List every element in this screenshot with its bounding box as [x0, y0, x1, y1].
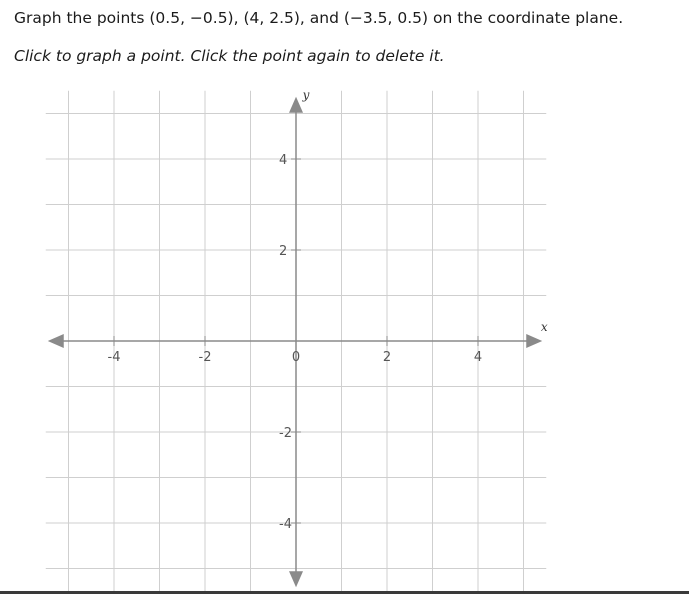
y-axis-up-arrow-icon [289, 97, 303, 113]
x-tick-label: 0 [291, 350, 301, 365]
y-tick-label: 4 [279, 153, 288, 168]
y-axis-down-arrow-icon [289, 571, 303, 587]
graphing-instructions: Click to graph a point. Click the point again to delete it. [14, 47, 445, 65]
tick-labels [108, 153, 483, 532]
y-axis-label: y [302, 87, 310, 102]
x-tick-label: 4 [473, 350, 483, 365]
y-tick-label: 2 [279, 244, 288, 259]
x-axis-right-arrow-icon [526, 334, 542, 348]
x-tick-label: -2 [198, 350, 212, 365]
y-tick-label: -2 [279, 426, 292, 441]
x-tick-label: -4 [107, 350, 121, 365]
x-axis-label: x [540, 320, 548, 334]
axes [48, 97, 543, 588]
y-tick-label: -4 [279, 517, 292, 532]
axis-names [302, 88, 548, 334]
x-axis-left-arrow-icon [48, 334, 64, 348]
x-tick-label: 2 [382, 350, 392, 365]
question-prompt: Graph the points (0.5, −0.5), (4, 2.5), and (−3.5, 0.5) on the coordinate plane. [14, 9, 624, 27]
